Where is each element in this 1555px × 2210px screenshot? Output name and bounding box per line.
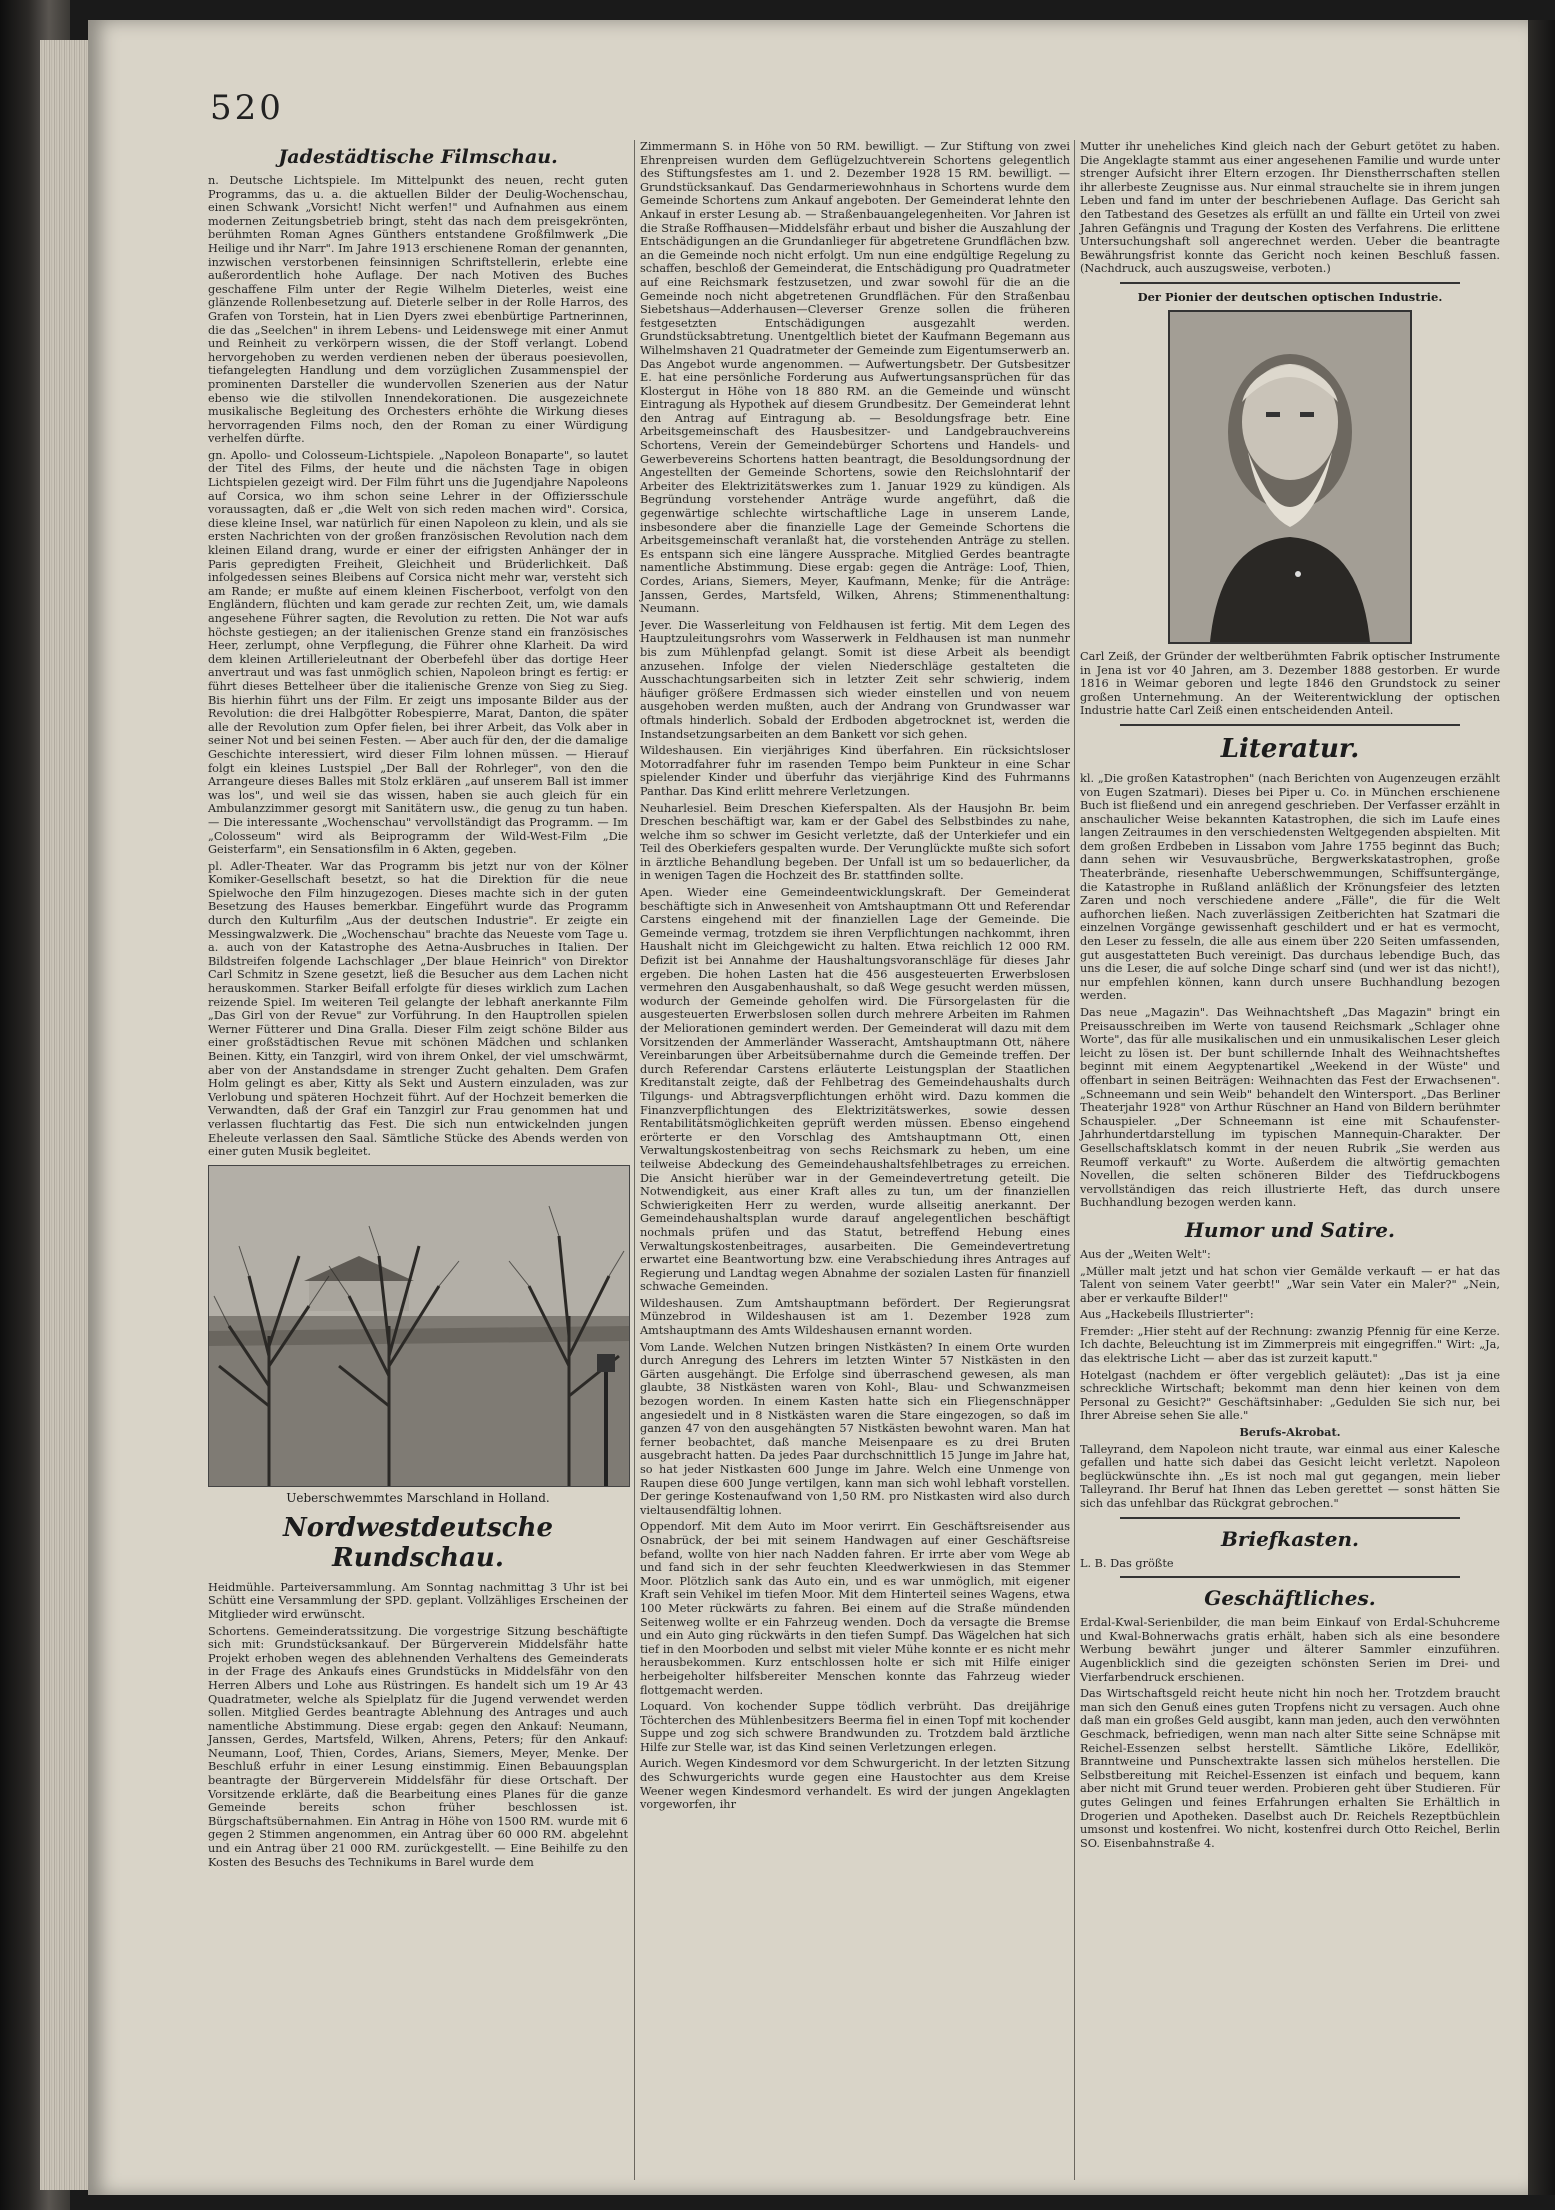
section-headline: Geschäftliches.: [1204, 1586, 1376, 1611]
article-paragraph: Fremder: „Hier steht auf der Rechnung: zwanzig Pfennig für eine Kerze. Ich dachte, Beleuchtung ist im Zimmerpreis mit eingegriffen." Wirt: „Ja, das elektrische Licht — aber das ist zurzeit kaputt.": [1080, 1324, 1500, 1366]
divider: [1120, 1517, 1460, 1519]
portrait-caption: Carl Zeiß, der Gründer der weltberühmten Fabrik optischer Instrumente in Jena ist vor 40 Jahren, am 3. Dezember 1888 gestorben. Er wurde 1816 in Weimar geboren und legte 1846 den Grundstock zu seiner großen Unternehmung. An der Weiterentwicklung der optischen Industrie hatte Carl Zeiß einen entscheidenden Anteil.: [1080, 649, 1500, 718]
article-paragraph: kl. „Die großen Katastrophen" (nach Berichten von Augenzeugen erzählt von Eugen Szatmari). Dieses bei Piper u. Co. in München erschienene Buch ist fließend und ein anregend geschrieben. Der Verfasser erzählt in anschaulicher Weise bekannten Katastrophen, die sich im Laufe eines langen Zeitraumes in den verschiedensten Weltgegenden abspielten. Mit dem großen Erdbeben in Lissabon vom Jahre 1755 beginnt das Buch; dann sehen wir Vesuvausbrüche, Bergwerkskatastrophen, große Theaterbrände, riesenhafte Ueberschwemmungen, Schiffsuntergänge, die Katastrophe in Rußland anläßlich der Krönungsfeier des letzten Zaren und noch verschiedene andere „Fälle", die für die Welt aufhorchen ließen. Nach zuverlässigen Zeitberichten hat Szatmari die einzelnen Vorgänge gewissenhaft geschildert und er hat es vermocht, den Leser zu fesseln, die alle aus einem über 220 Seiten umfassenden, gut ausgestatteten Buch vereinigt. Das durchaus lebendige Buch, das uns die Leser, die auf solche Dinge scharf sind (und wer ist das nicht!), nur empfehlen können, kann durch unsere Buchhandlung bezogen werden.: [1080, 771, 1500, 1003]
article-paragraph: Vom Lande. Welchen Nutzen bringen Nistkästen? In einem Orte wurden durch Anregung des Lehrers im letzten Winter 57 Nistkästen in den Gärten ausgehängt. Die Erfolge sind überraschend gewesen, als man glaubte, 38 Nistkästen waren von Kohl-, Blau- und Schwanzmeisen bezogen worden. In einem Kasten hatte sich ein Fliegenschnäpper angesiedelt und in 8 Nistkästen waren die Stare eingezogen, so daß im ganzen 47 von den ausgehängten 57 Nistkästen bewohnt waren. Man hat ferner beobachtet, daß manche Meisenpaare es zu drei Bruten ausgebracht hatten. Da jedes Paar durchschnittlich 15 Junge im Jahre hat, so hat jeder Nistkasten 600 Junge im Jahre. Welch eine Unmenge von Raupen diese 600 Junge vertilgen, kann man sich wohl lebhaft vorstellen. Der geringe Kostenaufwand von 1,50 RM. pro Nistkasten wird also durch vieltausendfältig lohnen.: [640, 1340, 1070, 1517]
article-paragraph: Wildeshausen. Zum Amtshauptmann befördert. Der Regierungsrat Münzebrod in Wildeshausen ist am 1. Dezember 1928 zum Amtshauptmann des Amts Wildeshausen ernannt worden.: [640, 1296, 1070, 1338]
divider: [1120, 724, 1460, 726]
article-paragraph: Jever. Die Wasserleitung von Feldhausen ist fertig. Mit dem Legen des Hauptzuleitungsrohrs vom Wasserwerk in Feldhausen ist man nunmehr bis zum Mühlenpfad gelangt. Somit ist diese Arbeit als beendigt anzusehen. Infolge der vielen Niederschläge gestalteten die Ausschachtungsarbeiten sich in letzter Zeit sehr schwierig, indem häufiger größere Erdmassen sich wieder einstellen und von neuem ausgehoben werden mußten, auch der Andrang von Grundwasser war oftmals hinderlich. Sobald der Erdboden abgetrocknet ist, werden die Instandsetzungsarbeiten an dem Bankett vor sich gehen.: [640, 618, 1070, 741]
article-paragraph: Wildeshausen. Ein vierjähriges Kind überfahren. Ein rücksichtsloser Motorradfahrer fuhr im rasenden Tempo beim Punkteur in eine Schar spielender Kinder und überfuhr das vierjährige Kind des Fuhrmanns Panthar. Das Kind erlitt mehrere Verletzungen.: [640, 744, 1070, 798]
column-3: [1080, 140, 1500, 1853]
article-paragraph: Oppendorf. Mit dem Auto im Moor verirrt. Ein Geschäftsreisender aus Osnabrück, der bei mit seinem Handwagen auf einer Geschäftsreise befand, wollte von hier nach Nadden fahren. Er irrte aber vom Wege ab und fand sich in der sehr feuchten Kleedwerkwiesen in das Stemmer Moor. Plötzlich sank das Auto ein, und es war unmöglich, mit eigener Kraft sein Vehikel im tiefen Moor. Mit dem Hinterteil seines Wagens, etwa 100 Meter rückwärts zu fahren. Bei einem auf die Straße mündenden Seitenweg wollte er ein Fahrzeug wenden. Doch da versagte die Bremse und ein Auto ging rückwärts in den tiefen Sumpf. Das Wägelchen hat sich tief in den Moorboden und selbst mit vieler Mühe konnte er es nicht mehr herausbekommen. Kurz entschlossen holte er sich mit Hilfe einiger herbeigeholter hilfsbereiter Menschen konnte das Fahrzeug wieder flottgemacht werden.: [640, 1520, 1070, 1697]
article-paragraph: Neuharlesiel. Beim Dreschen Kieferspalten. Als der Hausjohn Br. beim Dreschen beschäftigt war, kam er der Gabel des Selbstbindes zu nahe, welche ihm so schwer im Gesicht verletzte, daß der Unterkiefer und ein Teil des Oberkiefers gespalten wurde. Der Verunglückte mußte sich sofort in ärztliche Behandlung begeben. Der Unfall ist um so bedauerlicher, da in wenigen Tagen die Hochzeit des Br. stattfinden sollte.: [640, 801, 1070, 883]
article-paragraph: Aurich. Wegen Kindesmord vor dem Schwurgericht. In der letzten Sitzung des Schwurgerichts wurde gegen eine Haustochter aus dem Kreise Weener wegen Kindesmord verhandelt. Es wird der jungen Angeklagten vorgeworfen, ihr: [640, 1757, 1070, 1812]
photo-caption: Ueberschwemmtes Marschland in Holland.: [286, 1490, 550, 1505]
article-paragraph: Heidmühle. Parteiversammlung. Am Sonntag nachmittag 3 Uhr ist bei Schütt eine Versammlung der SPD. geplant. Vollzähliges Erscheinen der Mitglieder wird erwünscht.: [208, 1580, 628, 1621]
section-headline: Briefkasten.: [1221, 1526, 1359, 1551]
article-paragraph: n. Deutsche Lichtspiele. Im Mittelpunkt des neuen, recht guten Programms, das u. a. die aktuellen Bilder der Deulig-Wochenschau, einen Schwank „Vorsicht! Nicht werfen!" und Aufnahmen aus einem modernen Zeitungsbetrieb bringt, steht das nach dem preisgekrönten, berühmten Roman Agnes Günthers entstandene Großfilmwerk „Die Heilige und ihr Narr". Im Jahre 1913 erschienene Roman der genannten, inzwischen verstorbenen feinsinnigen Schriftstellerin, erlebte eine außerordentlich hohe Auflage. Der nach Motiven des Buches geschaffene Film unter der Regie Wilhelm Dieterles, weist eine glänzende Rollenbesetzung auf. Dieterle selber in der Rolle Harros, des Grafen von Torstein, hat in Lien Dyers zwei ebenbürtige Partnerinnen, die das „Seelchen" in ihrem Lebens- und Leidenswege mit einer Anmut und Reinheit zu verkörpern wissen, die der Stoff verlangt. Lobend hervorgehoben zu werden verdienen neben der überaus poesievollen, tiefangelegten Handlung und dem vorzüglichen Zusammenspiel der prominenten Darsteller die wundervollen Szenerien aus der Natur ebenso wie die stilvollen Innendekorationen. Die ausgezeichnete musikalische Begleitung des Orchesters erhöhte die Wirkung dieses hervorragenden Films noch, den der Roman zu einer Würdigung verhelfen dürfte.: [208, 174, 628, 446]
article-paragraph: „Müller malt jetzt und hat schon vier Gemälde verkauft — er hat das Talent von seinem Vater geerbt!" „War sein Vater ein Maler?" „Nein, aber er verkaufte Bilder!": [1080, 1264, 1500, 1305]
article-paragraph: Loquard. Von kochender Suppe tödlich verbrüht. Das dreijährige Töchterchen des Mühlenbesitzers Beerma fiel in einen Topf mit kochender Suppe und zog sich schwere Brandwunden zu. Trotzdem bald ärztliche Hilfe zur Stelle war, ist das Kind seinen Verletzungen erlegen.: [640, 1700, 1070, 1754]
article-paragraph: Hotelgast (nachdem er öfter vergeblich geläutet): „Das ist ja eine schreckliche Wirtschaft; bekommt man denn hier keinen von dem Personal zu Gesicht?" Geschäftsinhaber: „Gedulden Sie sich nur, bei Ihrer Abreise sehen Sie alle.": [1080, 1368, 1500, 1423]
section-headline: Humor und Satire.: [1185, 1217, 1395, 1242]
article-paragraph: Apen. Wieder eine Gemeindeentwicklungskraft. Der Gemeinderat beschäftigte sich in Anwesenheit von Amtshauptmann Ott und Referendar Carstens eingehend mit der finanziellen Lage der Gemeinde. Die Gemeinde vermag, trotzdem sie ihren Verpflichtungen nachkommt, ihren Haushalt nicht im Gleichgewicht zu halten. Etwa reichlich 12 000 RM. Defizit ist bei Annahme der Haushaltungsvoranschläge für dieses Jahr ergeben. Die hohen Lasten hat die 456 ausgesteuerten Erwerbslosen vermehren den Ausgabenhaushalt, so daß Wege gesucht werden müssen, wodurch der Gemeinde geholfen wird. Die Fürsorgelasten für die ausgesteuerten Erwerbslosen sollen durch mehrere Arbeiten im Rahmen der Meliorationen gemindert werden. Der Gemeinderat will dazu mit dem Vorsitzenden der Ammerländer Wasseracht, Amtshauptmann Ott, nähere Vereinbarungen über Arbeitsübernahme durch die Gemeinde treffen. Der durch Referendar Carstens erläuterte Leistungsplan der Staatlichen Kreditanstalt zeigte, daß der Fehlbetrag des Gemeindehaushalts durch Tilgungs- und Abtragsverpflichtungen erhöht wird. Dazu kommen die Finanzverpflichtungen des Elektrizitätswerkes, sowie dessen Rentabilitätsmöglichkeiten geprüft werden müssen. Ebenso eingehend erörterte er den Vorschlag des Amtshauptmann Ott, einen Verwaltungskostenbeitrag von sechs Reichsmark zu heben, um eine teilweise Abdeckung des Gemeindehaushaltsfehlbetrages zu erreichen. Die Ansicht hierüber war in der Gemeindevertretung geteilt. Die Notwendigkeit, aus einer Kraft alles zu tun, um der finanziellen Schwierigkeiten Herr zu werden, wurde allseitig anerkannt. Der Gemeindehaushaltsplan wurde darauf angelegentlichen beschäftigt nochmals prüfen und das Statut, betreffend Hebung eines Verwaltungskostenbeitrages, ausarbeiten. Die Gemeindevertretung erwartet eine Beantwortung bzw. eine Verabschiedung ihres Antrages auf Regierung und Landtag wegen Abnahme der sozialen Lasten für finanziell schwache Gemeinden.: [640, 886, 1070, 1294]
article-paragraph: Erdal-Kwal-Serienbilder, die man beim Einkauf von Erdal-Schuhcreme und Kwal-Bohnerwachs gratis erhält, haben sich als eine besondere Werbung bewährt junger und älterer Sammler einzuführen. Augenblicklich sind die gezeigten schönsten Serien im Drei- und Vierfarbendruck erschienen.: [1080, 1616, 1500, 1684]
section-headline: Nordwestdeutsche Rundschau.: [282, 1512, 554, 1573]
section-headline: Jadestädtische Filmschau.: [278, 146, 558, 168]
flood-photo: [208, 1165, 630, 1487]
article-paragraph: Das neue „Magazin". Das Weihnachtsheft „Das Magazin" bringt ein Preisausschreiben im Werte von tausend Reichsmark „Schlager ohne Worte", das für alle musikalischen und ein unmusikalischen Leser gleich leicht zu lösen ist. Der bunt schillernde Inhalt des Weihnachtsheftes beginnt mit einem Aegyptenartikel „Weekend in der Wüste" und offenbart in seinen Beiträgen: Weihnachten das Fest der Erwachsenen". „Schneemann und sein Weib" behandelt den Wintersport. „Das Berliner Theaterjahr 1928" von Arthur Rüschner an Hand von Bildern berühmter Schauspieler. „Der Schneemann ist eine mit Schaufenster-Jahrhundertdarstellung im typischen Mannequin-Charakter. Der Gesellschaftsklatsch kommt in der neuen Rubrik „Sie werden aus Reumoff verkauft" zu Worte. Außerdem die altwörtig gemachten Novellen, die selten schöneren Bilder des Tiefdruckbogens vervollständigen das reich illustrierte Heft, das durch unsere Buchhandlung bezogen werden kann.: [1080, 1006, 1500, 1210]
article-paragraph: Zimmermann S. in Höhe von 50 RM. bewilligt. — Zur Stiftung von zwei Ehrenpreisen wurden dem Geflügelzuchtverein Schortens gelegentlich des Stiftungsfestes am 1. und 2. Dezember 1928 15 RM. bewilligt. — Grundstücksankauf. Das Gendarmeriewohnhaus in Schortens wurde dem Gemeinde Schortens zum Ankauf angeboten. Der Gemeinderat lehnte den Ankauf in erster Lesung ab. — Straßenbauangelegenheiten. Vor Jahren ist die Straße Roffhausen—Middelsfähr erbaut und bisher die Auszahlung der Entschädigungen an die Grundanlieger für abgetretene Grundflächen bzw. an die Gemeinde noch nicht erfolgt. Um nun eine endgültige Regelung zu schaffen, beschloß der Gemeinderat, die Entschädigung pro Quadratmeter auf eine Reichsmark festzusetzen, und zwar sowohl für die an die Gemeinde noch nicht abgetretenen Grundflächen. Für den Straßenbau Siebetshaus—Adderhausen—Cleverser Grenze sollen die früheren festgesetzten Entschädigungen ausgezahlt werden. Grundstücksabtretung. Unentgeltlich bietet der Kaufmann Begemann aus Wilhelmshaven 21 Quadratmeter der Gemeinde zum Eigentumserwerb an. Das Angebot wurde angenommen. — Aufwertungsbetr. Der Gutsbesitzer E. hat eine persönliche Forderung aus Aufwertungsansprüchen für das Klostergut in Höhe von 18 880 RM. an die Gemeinde und wünscht Eintragung als Hypothek auf diesem Grundbesitz. Der Gemeinderat lehnt den Antrag auf Eintragung ab. — Besoldungsfrage betr. Eine Arbeitsgemeinschaft des Hausbesitzer- und Landgebrauchvereins Schortens, Verein der Gemeindebürger Schortens und Handels- und Gewerbevereins Schortens hatten beantragt, die Besoldungsordnung der Angestellten der Gemeinde Schortens, sowie den Reichslohntarif der Arbeiter des Elektrizitätswerkes zum 1. Januar 1929 zu kündigen. Als Begründung vorstehender Anträge wurde angeführt, daß die gegenwärtige schlechte wirtschaftliche Lage in unserem Lande, insbesondere aber die finanzielle Lage der Gemeinde Schortens die Arbeitsgemeinschaft veranlaßt hat, die vorstehenden Anträge zu stellen. Es entspann sich eine längere Aussprache. Mitglied Gerdes beantragte namentliche Abstimmung. Diese ergab: gegen die Anträge: Loof, Thien, Cordes, Arians, Siemers, Meyer, Kaufmann, Menke; für die Anträge: Janssen, Gerdes, Martsfeld, Wilken, Ahrens; Stimmenenthaltung: Neumann.: [640, 140, 1070, 616]
column-2: [640, 140, 1070, 1815]
column-rule: [634, 140, 635, 2180]
article-paragraph: Aus „Hackebeils Illustrierter":: [1080, 1308, 1254, 1322]
column-rule: [1074, 140, 1075, 2180]
divider: [1120, 282, 1460, 284]
carl-zeiss-portrait: [1168, 310, 1412, 644]
article-paragraph: pl. Adler-Theater. War das Programm bis jetzt nur von der Kölner Komiker-Gesellschaft besetzt, so hat die Direktion für die neue Spielwoche den Film hinzugezogen. Dieses machte sich in der guten Besetzung des Hauses bemerkbar. Eingeführt wurde das Programm durch den Kulturfilm „Aus der deutschen Industrie". Er zeigte ein Messingwalzwerk. Die „Wochenschau" brachte das Neueste vom Tage u. a. auch von der Katastrophe des Aetna-Ausbruches in Italien. Der Bildstreifen folgende Lachschlager „Der blaue Heinrich" von Direktor Carl Schmitz in Szene gesetzt, ließ die Besucher aus dem Lachen nicht herauskommen. Starker Beifall erfolgte für dieses wirklich zum Lachen reizende Spiel. Im weiteren Teil gelangte der lebhaft anerkannte Film „Das Girl von der Revue" zur Vorführung. In den Hauptrollen spielen Werner Fütterer und Dina Gralla. Dieser Film zeigt schöne Bilder aus einer großstädtischen Revue mit schönen Mädchen und schlanken Beinen. Kitty, ein Tanzgirl, wird von ihrem Onkel, der viel umschwärmt, aber von der Anstandsdame in strenger Zucht gehalten. Dem Grafen Holm gelingt es aber, Kitty als Sekt und Austern einzuladen, was zur Verlobung und späteren Hochzeit führt. Auf der Hochzeit bemerken die Verwandten, daß der Graf ein Tanzgirl zur Frau genommen hat und verlassen fluchtartig das Fest. Die sich nun entwickelnden jungen Eheleute verlassen den Saal. Sämtliche Stücke des Abends werden von einer guten Musik begleitet.: [208, 859, 628, 1159]
flood-photo-image: [209, 1166, 629, 1486]
divider: [1120, 1576, 1460, 1578]
article-paragraph: Mutter ihr uneheliches Kind gleich nach der Geburt getötet zu haben. Die Angeklagte stammt aus einer angesehenen Familie und wurde unter strenger Aufsicht ihrer Eltern erzogen. Ihr Dienstherrschaften stellen ihr allerbeste Zeugnisse aus. Nur einmal strauchelte sie in ihrem jungen Leben und fand im unter der beschriebenen Auflage. Das Gericht sah den Tatbestand des Gesetzes als erfüllt an und fällte ein Urteil von zwei Jahren Gefängnis und Tragung der Kosten des Verfahrens. Die erlittene Untersuchungshaft soll angerechnet werden. Ueber die beantragte Bewährungsfrist konnte das Gericht noch keinen Beschluß fassen. (Nachdruck, auch auszugsweise, verboten.): [1080, 140, 1500, 276]
section-headline: Literatur.: [1220, 733, 1360, 764]
article-paragraph: Aus der „Weiten Welt":: [1080, 1247, 1211, 1261]
portrait-image: [1170, 312, 1410, 642]
article-paragraph: Schortens. Gemeinderatssitzung. Die vorgestrige Sitzung beschäftigte sich mit: Grundstücksankauf. Der Bürgerverein Middelsfähr hatte Projekt erhoben wegen des ablehnenden Verhaltens des Gemeinderats in der Frage des Ankaufs eines Grundstücks in Middelsfähr von den Herren Albers und Lohe aus Rüstringen. Es handelt sich um 19 Ar 43 Quadratmeter, welche als Spielplatz für die Jugend verwendet werden sollen. Mitglied Gerdes beantragte Ablehnung des Antrages und auch namentliche Abstimmung. Diese ergab: gegen den Ankauf: Neumann, Janssen, Gerdes, Martsfeld, Wilken, Ahrens, Peters; für den Ankauf: Neumann, Loof, Thien, Cordes, Arians, Siemers, Meyer, Menke. Der Beschluß erfuhr in einer Lesung einstimmig. Einen Bebauungsplan beantragte der Bürgerverein Middelsfähr für diese Ortschaft. Der Vorsitzende erklärte, daß die Bearbeitung eines Planes für die ganze Gemeinde bereits schon früher beschlossen ist. Bürgschaftsübernahmen. Ein Antrag in Höhe von 1500 RM. wurde mit 6 gegen 2 Stimmen angenommen, ein Antrag über 60 000 RM. abgelehnt und ein Antrag über 21 000 RM. zurückgestellt. — Eine Beihilfe zu den Kosten des Besuchs des Technikums in Barel wurde dem: [208, 1624, 628, 1869]
page-edge-shadow: [1528, 20, 1555, 2195]
portrait-title: Der Pionier der deutschen optischen Industrie.: [1137, 289, 1443, 304]
subheading: Berufs-Akrobat.: [1239, 1425, 1341, 1440]
article-paragraph: Das Wirtschaftsgeld reicht heute nicht hin noch her. Trotzdem braucht man sich den Genuß eines guten Tropfens nicht zu versagen. Auch ohne daß man ein großes Geld ausgibt, kann man jeden, auch den verwöhnten Geschmack, befriedigen, wenn man nach alter Sitte seine Schnäpse mit Reichel-Essenzen selbst herstellt. Sämtliche Liköre, Edellikör, Branntweine und Punschextrakte lassen sich mühelos herstellen. Die Selbstbereitung mit Reichel-Essenzen ist einfach und bequem, kann aber nicht mit Grund teuer werden. Probieren geht über Studieren. Für gutes Gelingen und feines Erfahrungen erhalten Sie Erhältlich in Drogerien und Apotheken. Daselbst auch Dr. Reichels Rezeptbüchlein umsonst und kostenfrei. Wo nicht, kostenfrei durch Otto Reichel, Berlin SO. Eisenbahnstraße 4.: [1080, 1687, 1500, 1850]
article-paragraph: gn. Apollo- und Colosseum-Lichtspiele. „Napoleon Bonaparte", so lautet der Titel des Films, der heute und die nächsten Tage in obigen Lichtspielen gezeigt wird. Der Film führt uns die Jugendjahre Napoleons auf Corsica, wo ihm schon seine Lehrer in der Offiziersschule voraussagten, daß er „die Welt von sich reden machen wird". Corsica, diese kleine Insel, war natürlich für einen Napoleon zu klein, und als sie ersten Nachrichten von der großen französischen Revolution nach dem kleinen Eiland drang, wurde er einer der eifrigsten Anhänger der in Paris gepredigten Freiheit, Gleichheit und Brüderlichkeit. Daß infolgedessen seines Bleibens auf Corsica nicht mehr war, versteht sich am Rande; er mußte auf einem kleinen Fischerboot, verfolgt von den Engländern, flüchten und kam gerade zur rechten Zeit, um, wie damals angesehene Führer sagten, die Revolution zu retten. Die Not war aufs höchste gestiegen; an der italienischen Grenze stand ein französisches Heer, zerlumpt, ohne Verpflegung, die Führer ohne Klarheit. Da wird dem kleinen Artillerieleutnant der Oberbefehl über das dortige Heer anvertraut und was fast unmöglich schien, Napoleon bringt es fertig: er führt dieses Bettelheer über die italienische Grenze von Sieg zu Sieg. Bis hierhin führt uns der Film. Er zeigt uns imposante Bilder aus der Revolution: die drei Halbgötter Robespierre, Marat, Danton, die später alle der Revolution zum Opfer fielen, bei ihrer Arbeit, das Volk aber in seiner Not und bei seinen Festen. — Aber auch für den, der die damalige Geschichte interessiert, wird dieser Film lohnen müssen. — Hierauf folgt ein kleines Lustspiel „Der Ball der Rohrleger", von den die Arrangeure dieses Balles mit Stolz erklären „auf unserem Ball ist immer was los", und weil sie das wissen, haben sie auch gleich für ein Ambulanzzimmer gesorgt mit Sanitätern usw., die genug zu tun haben. — Die interessante „Wochenschau" vervollständigt das Programm. — Im „Colosseum" wird als Beiprogramm der Wild-West-Film „Die Geisterfarm", ein Sensationsfilm in 6 Akten, gegeben.: [208, 448, 628, 857]
article-paragraph: L. B. Das größte: [1080, 1556, 1174, 1570]
column-1: [208, 140, 628, 1872]
article-paragraph: Talleyrand, dem Napoleon nicht traute, war einmal aus einer Kalesche gefallen und hatte sich dabei das Gesicht leicht verletzt. Napoleon beglückwünschte ihn. „Es ist noch mal gut gegangen, mein lieber Talleyrand. Ihr Beruf hat Ihnen das Leben gerettet — sonst hätten Sie sich das unfehlbar das Rückgrat gebrochen.": [1080, 1442, 1500, 1510]
page-number: 520: [210, 88, 284, 128]
